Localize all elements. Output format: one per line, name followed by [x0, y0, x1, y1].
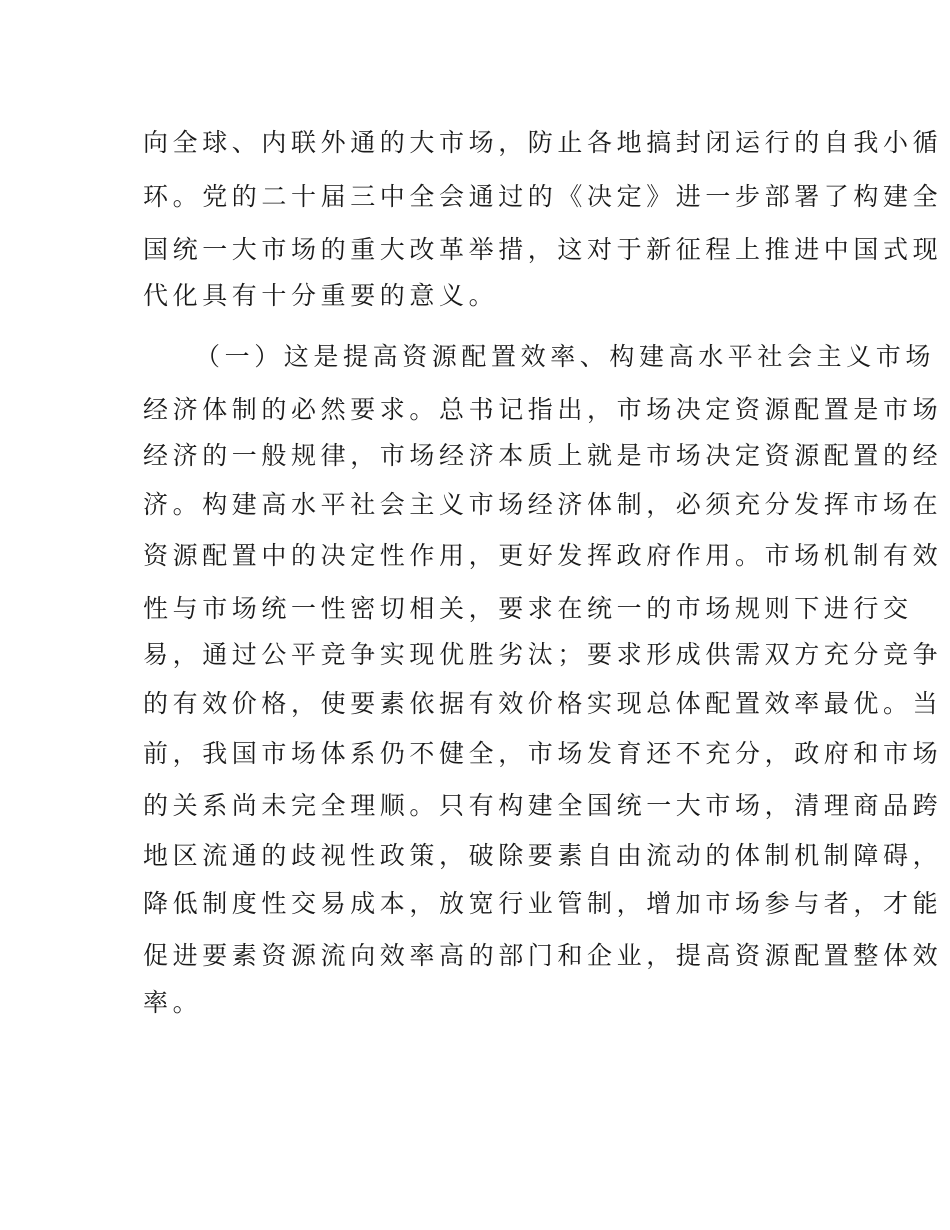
text-line: 降低制度性交易成本，放宽行业管制，增加市场参与者，才能: [143, 889, 943, 918]
text-line: 易，通过公平竞争实现优胜劣汰；要求形成供需双方充分竞争: [143, 640, 943, 669]
text-line: 性与市场统一性密切相关，要求在统一的市场规则下进行交: [143, 594, 913, 623]
text-line: 经济的一般规律，市场经济本质上就是市场决定资源配置的经: [143, 441, 943, 470]
text-line: 代化具有十分重要的意义。: [143, 281, 499, 310]
text-line: 向全球、内联外通的大市场，防止各地搞封闭运行的自我小循: [143, 128, 943, 157]
text-line: 国统一大市场的重大改革举措，这对于新征程上推进中国式现: [143, 235, 943, 264]
text-line: 济。构建高水平社会主义市场经济体制，必须充分发挥市场在: [143, 490, 943, 519]
text-line: 经济体制的必然要求。总书记指出，市场决定资源配置是市场: [143, 395, 943, 424]
text-line: 的关系尚未完全理顺。只有构建全国统一大市场，清理商品跨: [143, 791, 943, 820]
text-line: （一）这是提高资源配置效率、构建高水平社会主义市场: [195, 342, 936, 371]
text-line: 促进要素资源流向效率高的部门和企业，提高资源配置整体效: [143, 941, 943, 970]
text-line: 前，我国市场体系仍不健全，市场发育还不充分，政府和市场: [143, 739, 943, 768]
text-line: 的有效价格，使要素依据有效价格实现总体配置效率最优。当: [143, 689, 943, 718]
text-line: 地区流通的歧视性政策，破除要素自由流动的体制机制障碍，: [143, 841, 943, 870]
text-line: 资源配置中的决定性作用，更好发挥政府作用。市场机制有效: [143, 541, 943, 570]
text-line: 环。党的二十届三中全会通过的《决定》进一步部署了构建全: [143, 182, 943, 211]
text-line: 率。: [143, 988, 203, 1017]
